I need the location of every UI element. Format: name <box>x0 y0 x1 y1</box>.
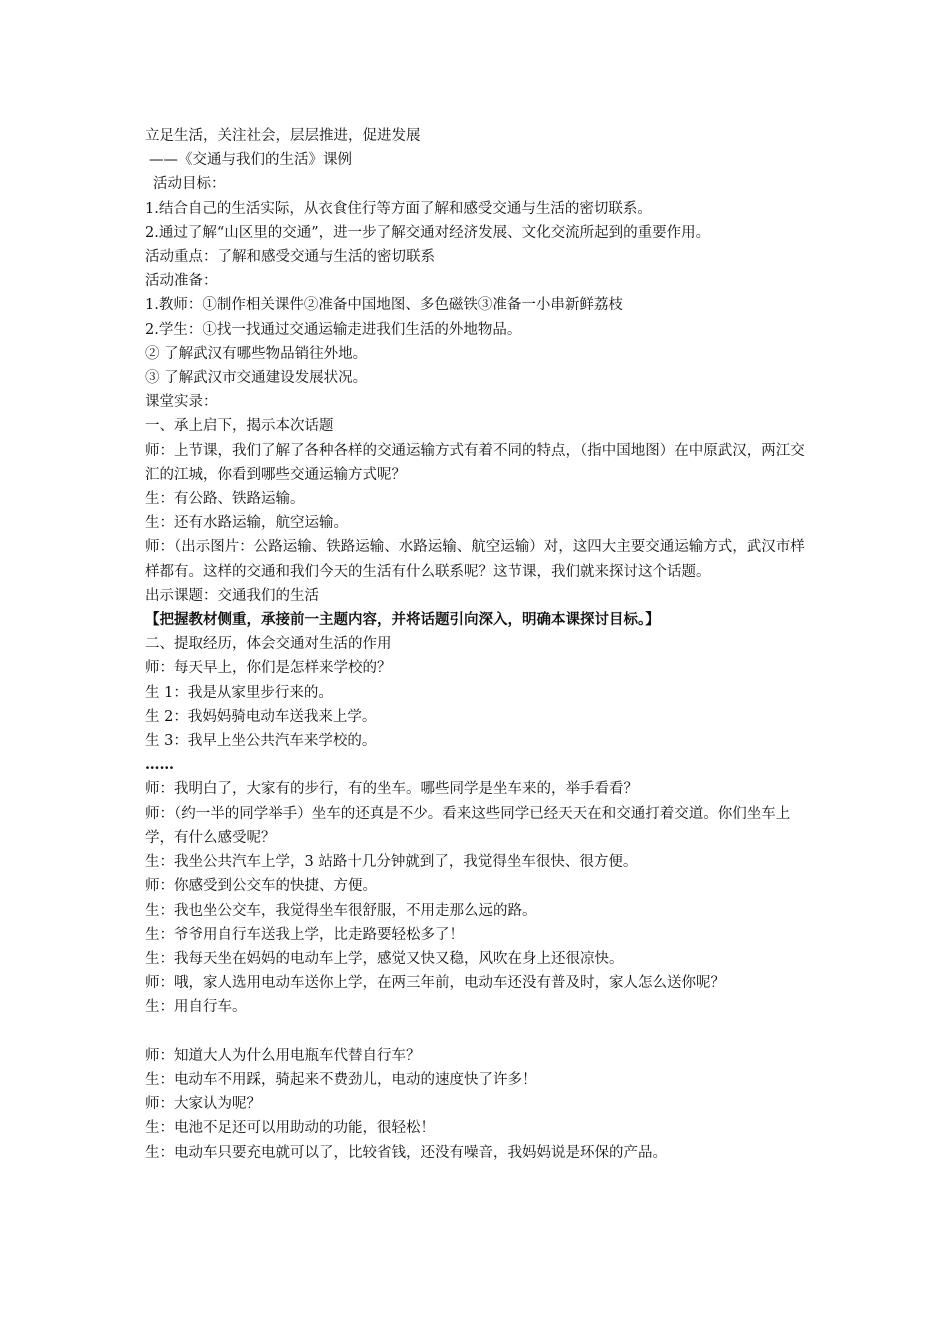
dialogue-line: 师：（约一半的同学举手）坐车的还真是不少。看来这些同学已经天天在和交通打着交道。你们坐车上学，有什么感受呢？ <box>145 805 791 846</box>
dialogue-line: 生 2：我妈妈骑电动车送我来上学。 <box>145 708 377 725</box>
dialogue-line: 师：上节课，我们了解了各种各样的交通运输方式有着不同的特点，（指中国地图）在中原武汉，两江交汇的江城，你看到哪些交通运输方式呢？ <box>145 442 805 483</box>
prep-item: 2.学生：①找一找通过交通运输走进我们生活的外地物品。 <box>145 321 522 338</box>
dialogue-line: 师：知道大人为什么用电瓶车代替自行车？ <box>145 1047 421 1064</box>
dialogue-line: 师：你感受到公交车的快捷、方便。 <box>145 878 377 895</box>
prep-heading: 活动准备： <box>145 273 218 290</box>
document-subtitle: ——《交通与我们的生活》课例 <box>149 152 352 169</box>
dialogue-line: 生：我每天坐在妈妈的电动车上学，感觉又快又稳，风吹在身上还很凉快。 <box>145 950 624 967</box>
prep-item: ③ 了解武汉市交通建设发展状况。 <box>145 370 368 387</box>
dialogue-line: 生：电动车只要充电就可以了，比较省钱，还没有噪音，我妈妈说是环保的产品。 <box>145 1144 667 1161</box>
dialogue-line: 师：每天早上，你们是怎样来学校的？ <box>145 660 392 677</box>
dialogue-line: 师：我明白了，大家有的步行，有的坐车。哪些同学是坐车来的，举手看看？ <box>145 781 638 798</box>
prep-item: ② 了解武汉有哪些物品销往外地。 <box>145 345 368 362</box>
section-heading: 二、提取经历，体会交通对生活的作用 <box>145 636 392 653</box>
topic-line: 出示课题：交通我们的生活 <box>145 587 319 604</box>
dialogue-line: 师：大家认为呢？ <box>145 1096 261 1113</box>
dialogue-line: 生：有公路、铁路运输。 <box>145 491 305 508</box>
section-heading: 一、承上启下，揭示本次话题 <box>145 418 334 435</box>
dialogue-line: 生：还有水路运输，航空运输。 <box>145 515 348 532</box>
dialogue-line: 生：爷爷用自行车送我上学，比走路要轻松多了！ <box>145 926 464 943</box>
prep-item: 1.教师：①制作相关课件②准备中国地图、多色磁铁③准备一小串新鲜荔枝 <box>145 297 623 314</box>
teaching-comment: 【把握教材侧重，承接前一主题内容，并将话题引向深入，明确本课探讨目标。】 <box>145 611 660 629</box>
dialogue-line: 师：（出示图片：公路运输、铁路运输、水路运输、航空运输）对，这四大主要交通运输方式，武汉市样样都有。这样的交通和我们今天的生活有什么联系呢？这节课，我们就来探讨这个话题。 <box>145 539 805 580</box>
ellipsis-line: …… <box>145 756 174 774</box>
dialogue-line: 生 3：我早上坐公共汽车来学校的。 <box>145 733 377 750</box>
dialogue-line: 生：我坐公共汽车上学，3 站路十几分钟就到了，我觉得坐车很快、很方便。 <box>145 854 638 871</box>
document-body <box>145 124 815 1165</box>
objectives-heading: 活动目标： <box>153 176 226 193</box>
objective-item: 1.结合自己的生活实际，从衣食住行等方面了解和感受交通与生活的密切联系。 <box>145 200 652 217</box>
dialogue-line: 生：用自行车。 <box>145 999 247 1016</box>
dialogue-line: 生：我也坐公交车，我觉得坐车很舒服，不用走那么远的路。 <box>145 902 537 919</box>
document-title: 立足生活，关注社会，层层推进，促进发展 <box>145 128 421 144</box>
record-heading: 课堂实录： <box>145 394 218 411</box>
objective-item: 2.通过了解“山区里的交通”，进一步了解交通对经济发展、文化交流所起到的重要作用。 <box>145 224 711 241</box>
focus-line: 活动重点：了解和感受交通与生活的密切联系 <box>145 249 435 266</box>
dialogue-line: 生 1：我是从家里步行来的。 <box>145 684 333 701</box>
dialogue-line: 生：电池不足还可以用助动的功能，很轻松！ <box>145 1120 435 1137</box>
dialogue-line: 生：电动车不用踩，骑起来不费劲儿，电动的速度快了许多！ <box>145 1071 537 1088</box>
dialogue-line: 师：哦，家人选用电动车送你上学，在两三年前，电动车还没有普及时，家人怎么送你呢？ <box>145 975 725 992</box>
blank-line <box>145 1020 815 1044</box>
